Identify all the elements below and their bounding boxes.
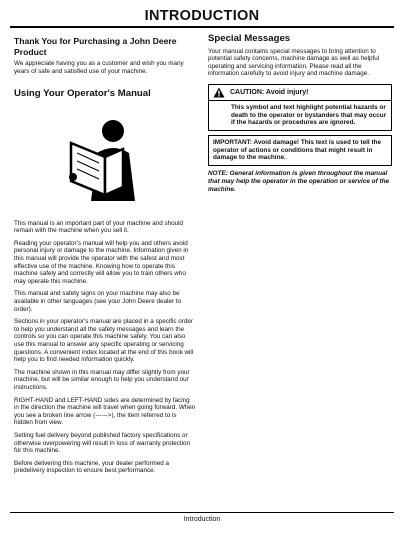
person-reading-manual-illustration	[53, 109, 157, 209]
important-box: IMPORTANT: Avoid damage! This text is used to tell the operator of actions or conditions that might result in damage to the machine.	[208, 135, 392, 166]
thanks-heading: Thank You for Purchasing a John Deere Product	[14, 36, 177, 57]
manual-paragraph: The machine shown in this manual may differ slightly from your machine, but will be similar enough to help you understand our instructions.	[14, 368, 190, 391]
manual-paragraph: Before delivering this machine, your dealer performed a predelivery inspection to ensure best performance.	[14, 459, 170, 475]
right-column	[208, 34, 392, 193]
manual-paragraph: Sections in your operator's manual are placed in a specific order to help you understand all the safety messages and learn the controls so you can operate this machine safely. You can also use this manual to answer any specific operating or servicing questions. A convenient index located at the end of this book will help you to find needed information quickly.	[14, 318, 194, 364]
warning-triangle-icon	[213, 87, 225, 98]
manual-paragraph: Setting fuel delivery beyond published factory specifications or otherwise overpowering will result in loss of warranty protection for this machine.	[14, 431, 191, 455]
caution-text: This symbol and text highlight potential hazards or death to the operator or bystanders that may occur if the hazards or procedures are ignored.	[231, 103, 387, 127]
header-divider	[10, 26, 394, 28]
footer-label: Introduction	[183, 516, 221, 523]
caution-header	[209, 85, 391, 101]
special-messages-heading: Special Messages	[208, 33, 291, 44]
manual-paragraph: This manual and safety signs on your machine may also be available in other languages (see your John Deere dealer to order).	[14, 290, 181, 313]
page-title: INTRODUCTION	[144, 8, 260, 24]
special-messages-text: Your manual contains special messages to bring attention to potential safety concerns, machine damage as well as helpful operating and servicing information. Please read all the information carefully to avoid injury and machine damage.	[208, 47, 380, 78]
caution-box	[208, 84, 392, 131]
thanks-text: We appreciate having you as a customer and wish you many years of safe and satisfied use of your machine.	[14, 60, 184, 75]
manual-heading: Using Your Operator's Manual	[14, 88, 151, 100]
note-text: NOTE: General information is given throughout the manual that may help the operator in the operation or service of the machine.	[208, 170, 390, 193]
manual-paragraph: Reading your operator's manual will help you and others avoid personal injury or damage to the machine. Information given in this manual will provide the operator with the safest and most effective use of the machine. Knowing how to operate this machine safely and correctly will allow you to train others who may operate this machine.	[14, 239, 189, 285]
footer-divider	[10, 512, 394, 513]
left-column	[14, 36, 196, 480]
manual-paragraph: This manual is an important part of your machine and should remain with the machine when you sell it.	[14, 219, 184, 235]
caution-title: CAUTION: Avoid injury!	[230, 88, 309, 96]
manual-paragraph: RIGHT-HAND and LEFT-HAND sides are determined by facing in the direction the machine will travel when going forward. When you see a broken line arrow (------>), the item referred to is hidden from view.	[14, 396, 196, 427]
